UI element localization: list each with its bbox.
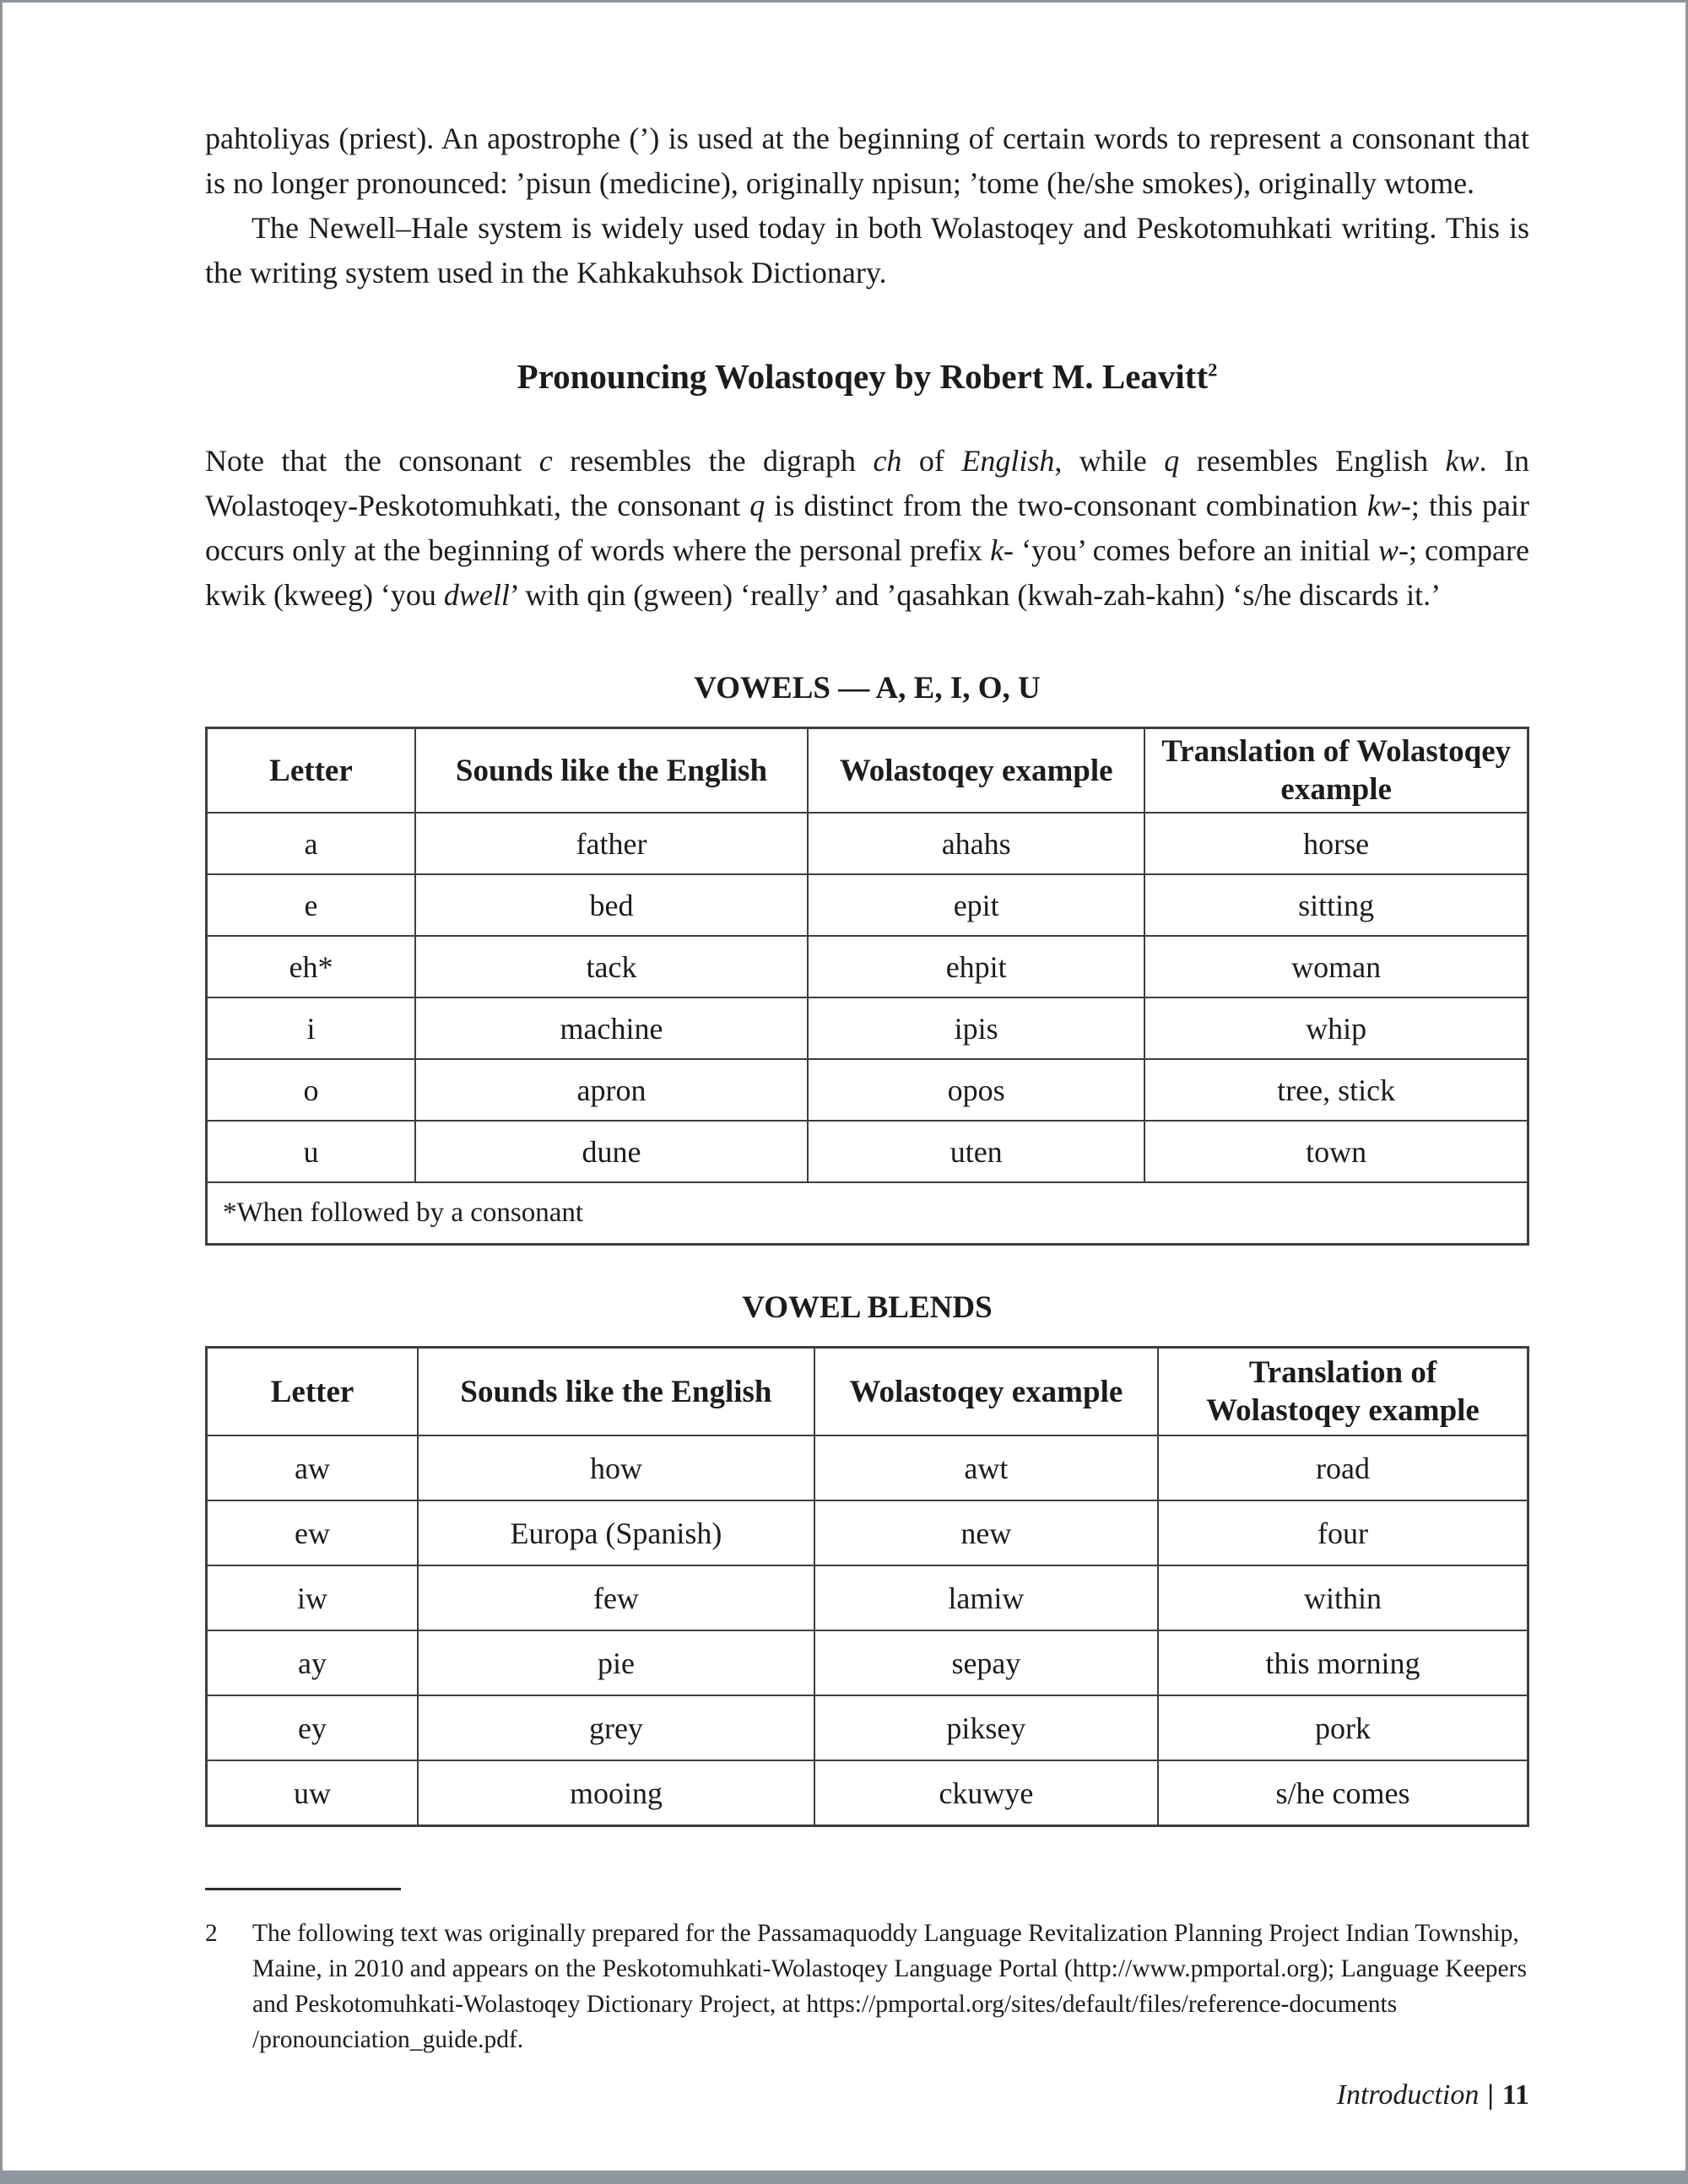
text-segment: ch bbox=[873, 444, 902, 478]
table-row bbox=[207, 936, 1528, 997]
table-cell: horse bbox=[1144, 813, 1528, 874]
table-header-row bbox=[207, 1348, 1528, 1436]
table-row bbox=[207, 1760, 1528, 1826]
vowels-section bbox=[205, 670, 1529, 1246]
table-cell: new bbox=[814, 1500, 1158, 1565]
text-segment: c bbox=[538, 444, 553, 478]
paragraph-pronunciation-note bbox=[205, 439, 1529, 618]
table-cell: ahahs bbox=[808, 813, 1144, 874]
table-cell: ipis bbox=[808, 997, 1144, 1059]
column-header: Wolastoqey example bbox=[808, 728, 1144, 814]
table-cell: sitting bbox=[1144, 874, 1528, 936]
footnote-reference: 2 bbox=[1208, 359, 1218, 381]
table-cell: bed bbox=[415, 874, 808, 936]
table-row bbox=[207, 1630, 1528, 1695]
table-cell: four bbox=[1158, 1500, 1528, 1565]
table-cell: machine bbox=[415, 997, 808, 1059]
table-header-row bbox=[207, 728, 1528, 814]
footnote-number: 2 bbox=[205, 1920, 218, 1947]
table-cell: pork bbox=[1158, 1695, 1528, 1760]
column-header: Letter bbox=[207, 728, 415, 814]
table-cell: mooing bbox=[418, 1760, 814, 1826]
column-header: Translation of Wolastoqey example bbox=[1158, 1348, 1528, 1436]
table-cell: Europa (Spanish) bbox=[418, 1500, 814, 1565]
table-cell: father bbox=[415, 813, 808, 874]
table-cell: u bbox=[207, 1121, 415, 1182]
table-cell: lamiw bbox=[814, 1565, 1158, 1630]
table-footnote: *When followed by a consonant bbox=[207, 1182, 1528, 1245]
table-cell: town bbox=[1144, 1121, 1528, 1182]
table-cell: piksey bbox=[814, 1695, 1158, 1760]
table-cell: aw bbox=[207, 1435, 419, 1500]
vowel-blends-table bbox=[205, 1346, 1529, 1827]
table-cell: e bbox=[207, 874, 415, 936]
text-segment: dwell bbox=[443, 578, 510, 612]
table-cell: apron bbox=[415, 1059, 808, 1121]
section-heading bbox=[205, 356, 1529, 397]
vowel-blends-table-title: VOWEL BLENDS bbox=[742, 1290, 993, 1325]
table-footnote-row bbox=[207, 1182, 1528, 1245]
table-row bbox=[207, 1695, 1528, 1760]
table-cell: tack bbox=[415, 936, 808, 997]
table-row bbox=[207, 813, 1528, 874]
column-header: Sounds like the English bbox=[418, 1348, 814, 1436]
table-row bbox=[207, 997, 1528, 1059]
table-cell: pie bbox=[418, 1630, 814, 1695]
text-segment: ; compare kwik (kweeg) ‘you bbox=[205, 533, 1529, 612]
text-segment: k- bbox=[990, 533, 1014, 567]
table-cell: uw bbox=[207, 1760, 419, 1826]
text-segment: English bbox=[961, 444, 1055, 478]
page-bottom-edge bbox=[3, 2170, 1685, 2181]
vowel-blends-section bbox=[205, 1289, 1529, 1827]
text-segment: resembles the digraph bbox=[552, 444, 874, 478]
footnote-separator-rule bbox=[205, 1888, 401, 1890]
text-segment: is distinct from the two-consonant combination bbox=[765, 489, 1367, 522]
table-cell: whip bbox=[1144, 997, 1528, 1059]
table-row bbox=[207, 1435, 1528, 1500]
table-cell: awt bbox=[814, 1435, 1158, 1500]
table-cell: this morning bbox=[1158, 1630, 1528, 1695]
page-footer bbox=[205, 2079, 1529, 2111]
vowels-table-title: VOWELS — A, E, I, O, U bbox=[694, 671, 1041, 705]
table-cell: opos bbox=[808, 1059, 1144, 1121]
text-segment: q bbox=[1164, 444, 1180, 478]
table-cell: ey bbox=[207, 1695, 419, 1760]
table-row bbox=[207, 1059, 1528, 1121]
text-segment: ’ with qin (gween) ‘really’ and ’qasahkan (kwah-zah-kahn) ‘s/he discards it.’ bbox=[509, 578, 1442, 612]
text-segment: ‘you’ comes before an initial bbox=[1014, 533, 1378, 567]
text-segment: Pronouncing Wolastoqey by Robert M. Leavitt bbox=[517, 357, 1209, 396]
table-cell: ew bbox=[207, 1500, 419, 1565]
text-segment: , while bbox=[1054, 444, 1165, 478]
text-segment: resembles English bbox=[1179, 444, 1446, 478]
table-cell: how bbox=[418, 1435, 814, 1500]
table-row bbox=[207, 1565, 1528, 1630]
table-cell: iw bbox=[207, 1565, 419, 1630]
footer-section-label: Introduction bbox=[1336, 2079, 1480, 2111]
table-cell: few bbox=[418, 1565, 814, 1630]
column-header: Sounds like the English bbox=[415, 728, 808, 814]
text-segment: . In Wolastoqey-Peskotomuhkati, the consonant bbox=[205, 444, 1529, 522]
paragraph-apostrophe-note: pahtoliyas (priest). An apostrophe (’) is used at the beginning of certain words to represent a consonant that is no longer pronounced: ’pisun (medicine), originally npisun; ’tome (he/she smokes), originally wtome. bbox=[205, 122, 1529, 200]
table-cell: s/he comes bbox=[1158, 1760, 1528, 1826]
text-segment: kw- bbox=[1366, 489, 1411, 522]
text-segment: of bbox=[901, 444, 962, 478]
table-row bbox=[207, 1121, 1528, 1182]
table-cell: ehpit bbox=[808, 936, 1144, 997]
footer-page-number: 11 bbox=[1501, 2079, 1529, 2111]
table-cell: epit bbox=[808, 874, 1144, 936]
table-cell: o bbox=[207, 1059, 415, 1121]
text-segment: ; this pair occurs only at the beginning of words where the personal prefix bbox=[205, 489, 1530, 567]
table-row bbox=[207, 1500, 1528, 1565]
table-cell: sepay bbox=[814, 1630, 1158, 1695]
table-cell: road bbox=[1158, 1435, 1528, 1500]
table-cell: dune bbox=[415, 1121, 808, 1182]
text-segment: kw bbox=[1445, 444, 1480, 478]
document-page bbox=[3, 3, 1685, 2111]
footnote-text: The following text was originally prepared for the Passamaquoddy Language Revitalization Planning Project Indian Township, Maine, in 2010 and appears on the Peskotomuhkati-Wolastoqey Language Portal (http://www.pmportal.org); Language Keepers and Peskotomuhkati-Wolastoqey Dictionary Project, at https://pmportal.org/sites/default/files/reference-documents /pronounciation_guide.pdf. bbox=[252, 1920, 1527, 2053]
text-segment: q bbox=[749, 489, 766, 522]
table-cell: uten bbox=[808, 1121, 1144, 1182]
table-cell: ckuwye bbox=[814, 1760, 1158, 1826]
paragraph-newell-hale: The Newell–Hale system is widely used today in both Wolastoqey and Peskotomuhkati writing. This is the writing system used in the Kahkakuhsok Dictionary. bbox=[205, 211, 1529, 289]
table-cell: within bbox=[1158, 1565, 1528, 1630]
table-cell: grey bbox=[418, 1695, 814, 1760]
footnote bbox=[205, 1916, 1529, 2057]
table-cell: i bbox=[207, 997, 415, 1059]
table-cell: woman bbox=[1144, 936, 1528, 997]
table-cell: a bbox=[207, 813, 415, 874]
column-header: Wolastoqey example bbox=[814, 1348, 1158, 1436]
footer-divider: | bbox=[1487, 2079, 1494, 2111]
column-header: Translation of Wolastoqey example bbox=[1144, 728, 1528, 814]
vowels-table bbox=[205, 727, 1529, 1246]
table-cell: eh* bbox=[207, 936, 415, 997]
text-segment: w- bbox=[1377, 533, 1409, 567]
table-row bbox=[207, 874, 1528, 936]
table-cell: tree, stick bbox=[1144, 1059, 1528, 1121]
table-cell: ay bbox=[207, 1630, 419, 1695]
text-segment: Note that the consonant bbox=[205, 444, 539, 478]
column-header: Letter bbox=[207, 1348, 419, 1436]
